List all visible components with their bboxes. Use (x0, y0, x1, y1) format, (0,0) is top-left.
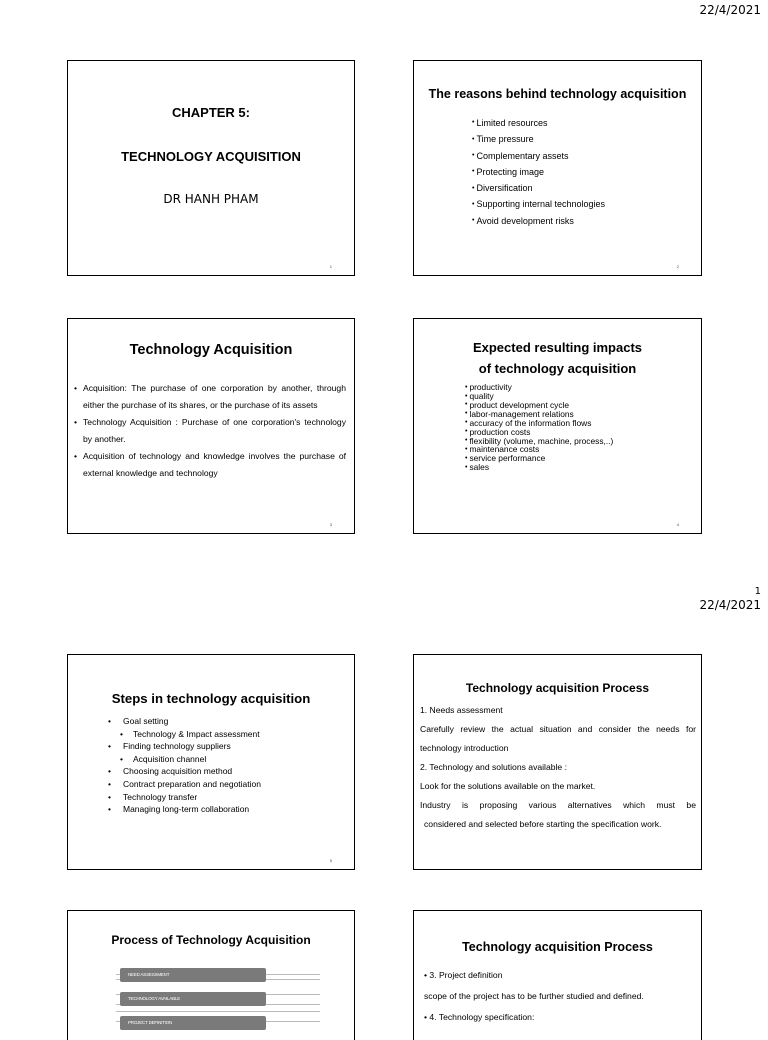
slide-title: Technology acquisition Process (462, 940, 653, 954)
slide-number: 4 (676, 522, 679, 527)
process-step-bar (120, 992, 266, 1006)
list-item: • Contract preparation and negotiation (108, 778, 261, 789)
slide-2 (413, 60, 702, 276)
list-item: • Supporting internal technologies (472, 196, 605, 212)
title-line-1: Expected resulting impacts (472, 340, 643, 355)
list-item: • Technology Acquisition : Purchase of one corporation's technology by another. (74, 414, 346, 448)
paragraph: considered and selected before starting the specification work. (424, 819, 662, 829)
slide-number: 5 (329, 858, 332, 863)
page-date-top: 22/4/2021 (699, 3, 761, 17)
list-item: • sales (465, 463, 613, 472)
chapter-title: TECHNOLOGY ACQUISITION (121, 149, 301, 164)
item-text: Managing long-term collaboration (123, 804, 250, 815)
paragraph: Carefully review the actual situation and consider the needs for technology introduction (420, 724, 696, 753)
slide-title: The reasons behind technology acquisition (428, 87, 687, 101)
list-item: • product development cycle (465, 401, 613, 410)
list-item: • Choosing acquisition method (108, 766, 233, 777)
slide-body (74, 380, 346, 482)
impacts-list (465, 383, 613, 472)
list-item: • Finding technology suppliers (108, 741, 231, 752)
list-item: • service performance (465, 454, 613, 463)
bar-label: TECHNOLOGY AVAILABLE (128, 996, 181, 1001)
list-item: • Time pressure (472, 131, 605, 147)
title-line-2: of technology acquisition (478, 361, 637, 376)
list-item: • Protecting image (472, 164, 605, 180)
process-step-bar (120, 1016, 266, 1030)
slide-title: Steps in technology acquisition (111, 691, 311, 706)
slide-5 (67, 654, 355, 870)
list-item: • flexibility (volume, machine, process,..) (465, 437, 613, 446)
page-date-mid: 22/4/2021 (699, 598, 761, 612)
list-item: • Acquisition of technology and knowledge involves the purchase of external knowledge and technology (74, 448, 346, 482)
list-item: • productivity (465, 383, 613, 392)
slide-6 (413, 654, 702, 870)
list-item: • Diversification (472, 180, 605, 196)
item-text: Finding technology suppliers (123, 741, 231, 752)
slide-title: Technology acquisition Process (465, 681, 650, 695)
list-item: • Acquisition: The purchase of one corporation by another, through either the purchase of its shares, or the purchase of its assets (74, 380, 346, 414)
item-text: Contract preparation and negotiation (123, 778, 261, 789)
slide-7 (67, 910, 355, 1040)
slide-3 (67, 318, 355, 534)
list-item: • maintenance costs (465, 445, 613, 454)
paragraph: • 3. Project definition (424, 970, 503, 980)
slide-number: 1 (329, 264, 332, 269)
paragraph: • 4. Technology specification: (424, 1012, 535, 1022)
slide-title (414, 337, 701, 379)
list-item: • Complementary assets (472, 148, 605, 164)
item-text: Acquisition channel (133, 753, 207, 764)
list-item: • production costs (465, 428, 613, 437)
list-item: • Avoid development risks (472, 213, 605, 229)
item-text: Acquisition: The purchase of one corporation by another, through either the purchase of its shares, or the purchase of its assets (83, 383, 346, 410)
slide-number: 2 (676, 264, 679, 269)
paragraph: 1. Needs assessment (420, 705, 503, 715)
divider (116, 1011, 320, 1012)
author-name: DR HANH PHAM (163, 192, 259, 206)
item-text: Acquisition of technology and knowledge involves the purchase of external knowledge and technology (83, 451, 346, 478)
item-text: Technology Acquisition : Purchase of one corporation's technology by another. (83, 417, 346, 444)
bar-label: NEED ASSESSMENT (128, 972, 170, 977)
slide-4 (413, 318, 702, 534)
list-item: • labor-management relations (465, 410, 613, 419)
paragraph: 2. Technology and solutions available : (420, 762, 567, 772)
slide-8 (413, 910, 702, 1040)
reasons-list (472, 115, 605, 229)
steps-list (108, 715, 261, 816)
item-text: Technology transfer (123, 791, 198, 802)
slide-title: Process of Technology Acquisition (111, 933, 311, 947)
list-subitem: • Acquisition channel (120, 753, 207, 764)
slide-number: 3 (329, 522, 332, 527)
slide-title: Technology Acquisition (129, 342, 293, 358)
slide-1 (67, 60, 355, 276)
list-item: • quality (465, 392, 613, 401)
process-step-bar (120, 968, 266, 982)
page-number: 1 (754, 586, 761, 597)
paragraph: scope of the project has to be further studied and defined. (424, 991, 644, 1001)
list-item: • Managing long-term collaboration (108, 804, 250, 815)
slide-body (424, 965, 693, 1028)
item-text: Goal setting (123, 716, 169, 726)
item-text: Technology & Impact assessment (133, 728, 260, 739)
list-subitem: • Technology & Impact assessment (120, 728, 260, 739)
list-item: • accuracy of the information flows (465, 419, 613, 428)
bar-label: PROJECT DEFINITION (128, 1020, 173, 1025)
chapter-label: CHAPTER 5: (171, 105, 250, 120)
item-text: Choosing acquisition method (123, 766, 233, 777)
list-item: • Goal setting (108, 716, 169, 726)
list-item: • Limited resources (472, 115, 605, 131)
paragraph: Industry is proposing various alternatives which must be (420, 800, 696, 810)
slide-body (420, 701, 696, 834)
list-item: • Technology transfer (108, 791, 198, 802)
paragraph: Look for the solutions available on the market. (420, 781, 596, 791)
